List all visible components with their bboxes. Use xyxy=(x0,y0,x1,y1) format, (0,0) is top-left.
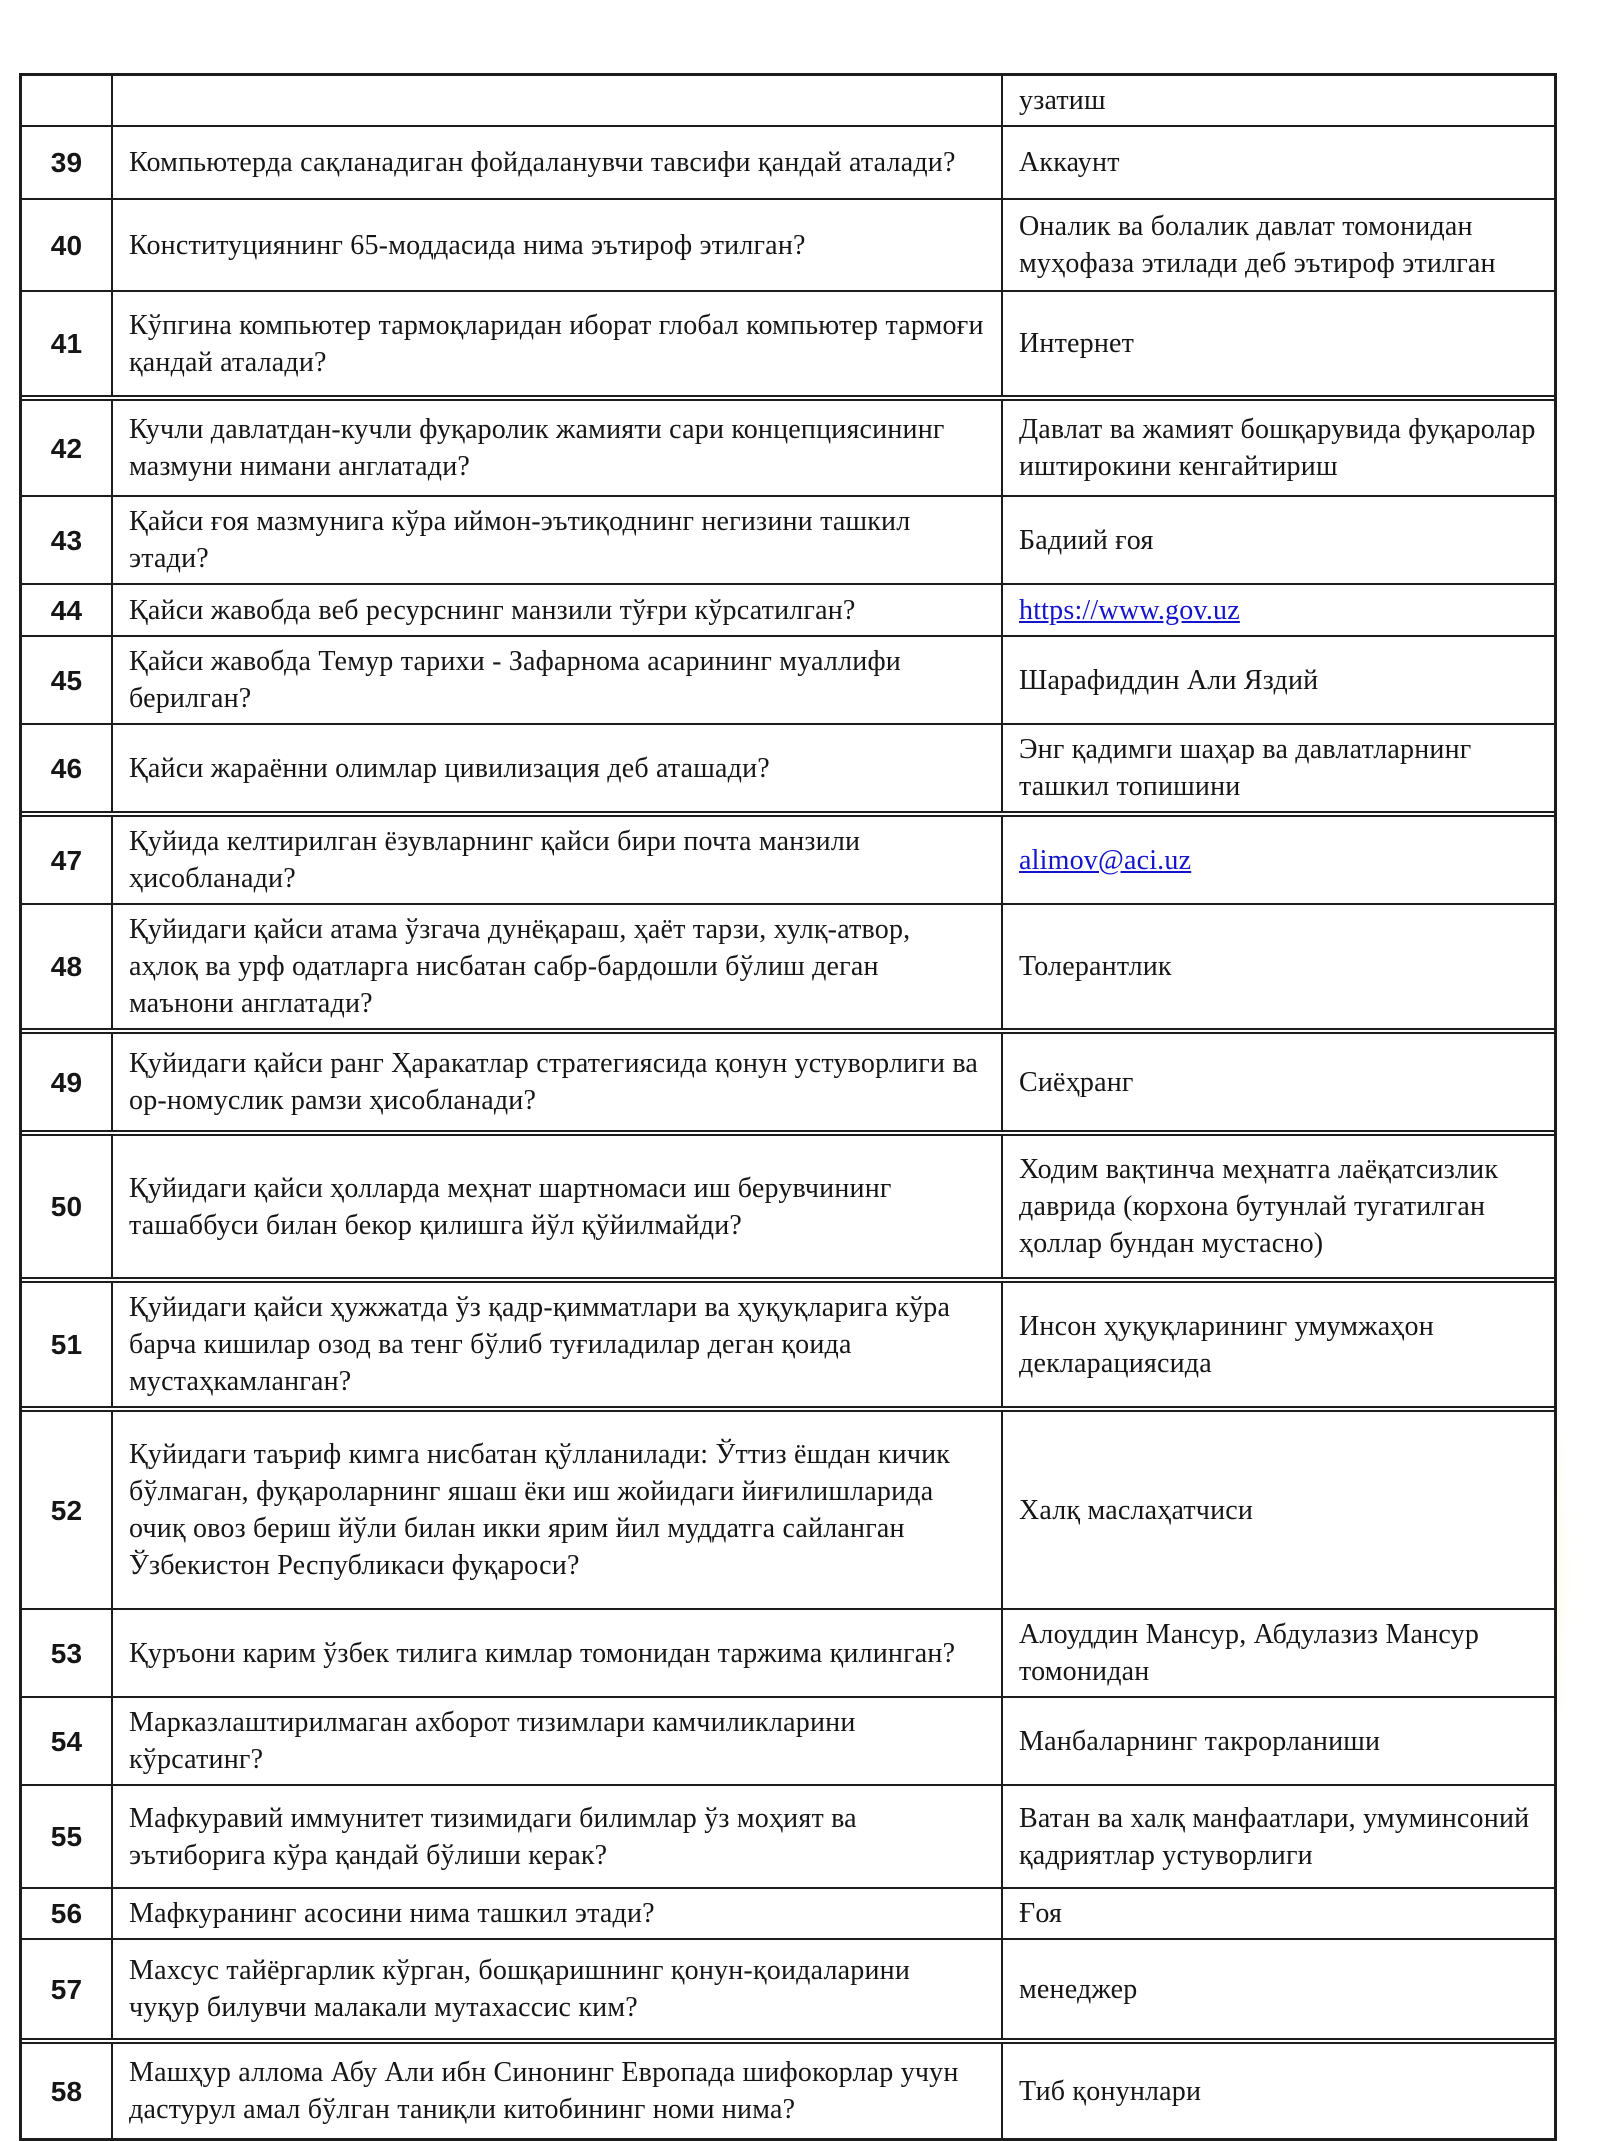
table-row xyxy=(22,1938,1554,2038)
answer-cell: Давлат ва жамият бошқарувида фуқаролар иштирокини кенгайтириш xyxy=(1001,401,1554,495)
table-row xyxy=(22,1887,1554,1938)
question-number: 57 xyxy=(50,1973,83,2005)
answer-cell: Толерантлик xyxy=(1001,905,1554,1028)
question-number: 42 xyxy=(50,432,83,464)
table-row xyxy=(22,583,1554,635)
answer-cell: Ғоя xyxy=(1001,1889,1554,1938)
question-cell: Қайси жараённи олимлар цивилизация деб аташади? xyxy=(111,725,1001,811)
table-row xyxy=(22,1028,1554,1130)
question-number: 53 xyxy=(50,1637,83,1669)
question-number: 47 xyxy=(50,844,83,876)
table-row xyxy=(22,76,1554,125)
question-number: 54 xyxy=(50,1725,83,1757)
question-number: 44 xyxy=(50,594,83,626)
question-cell: Қайси ғоя мазмунига кўра иймон-эътиқоднинг негизини ташкил этади? xyxy=(111,497,1001,583)
question-cell: Қайси жавобда Темур тарихи - Зафарнома асарининг муаллифи берилган? xyxy=(111,637,1001,723)
question-cell xyxy=(111,76,1001,125)
question-cell: Компьютерда сақланадиган фойдаланувчи тавсифи қандай аталади? xyxy=(111,127,1001,198)
answer-cell: Халқ маслаҳатчиси xyxy=(1001,1412,1554,1608)
table-row xyxy=(22,290,1554,395)
table-row xyxy=(22,635,1554,723)
question-cell: Мафкуранинг асосини нима ташкил этади? xyxy=(111,1889,1001,1938)
answer-cell: Энг қадимги шаҳар ва давлатларнинг ташкил топишини xyxy=(1001,725,1554,811)
question-cell: Қуръони карим ўзбек тилига кимлар томонидан таржима қилинган? xyxy=(111,1610,1001,1696)
question-cell: Қуйидаги қайси ранг Ҳаракатлар стратегиясида қонун устуворлиги ва ор-номуслик рамзи ҳисобланади? xyxy=(111,1034,1001,1130)
answer-link[interactable]: alimov@aci.uz xyxy=(1019,844,1192,876)
question-number: 46 xyxy=(50,752,83,784)
question-number: 43 xyxy=(50,524,83,556)
question-number: 49 xyxy=(50,1066,83,1098)
question-number: 50 xyxy=(50,1191,83,1222)
question-cell: Қуйида келтирилган ёзувларнинг қайси бири почта манзили ҳисобланади? xyxy=(111,817,1001,903)
question-cell: Марказлаштирилмаган ахборот тизимлари камчиликларини кўрсатинг? xyxy=(111,1698,1001,1784)
question-cell: Қуйидаги қайси ҳужжатда ўз қадр-қимматлари ва ҳуқуқларига кўра барча кишилар озод ва тенг бўлиб туғиладилар деган қоида мустаҳкамланган? xyxy=(111,1283,1001,1406)
answer-cell: Тиб қонунлари xyxy=(1001,2044,1554,2138)
answer-link[interactable]: https://www.gov.uz xyxy=(1019,594,1240,626)
table-row xyxy=(22,1696,1554,1784)
question-number: 48 xyxy=(50,951,83,982)
table-row xyxy=(22,395,1554,495)
question-cell: Кўпгина компьютер тармоқларидан иборат глобал компьютер тармоғи қандай аталади? xyxy=(111,292,1001,395)
table-row xyxy=(22,1277,1554,1406)
answer-cell xyxy=(1001,585,1554,635)
table-row xyxy=(22,1406,1554,1608)
table-row xyxy=(22,1784,1554,1887)
answer-cell: менеджер xyxy=(1001,1940,1554,2038)
question-cell: Кучли давлатдан-кучли фуқаролик жамияти сари концепциясининг мазмуни нимани англатади? xyxy=(111,401,1001,495)
answer-cell: Шарафиддин Али Яздий xyxy=(1001,637,1554,723)
table-row xyxy=(22,125,1554,198)
answer-cell: Интернет xyxy=(1001,292,1554,395)
answer-cell: Ходим вақтинча меҳнатга лаёқатсизлик даврида (корхона бутунлай тугатилган ҳоллар бундан мустасно) xyxy=(1001,1136,1554,1277)
question-number: 58 xyxy=(50,2075,83,2107)
question-number xyxy=(22,76,111,125)
answer-cell: Сиёҳранг xyxy=(1001,1034,1554,1130)
answer-cell: Бадиий ғоя xyxy=(1001,497,1554,583)
question-answer-table xyxy=(19,73,1557,2141)
question-number: 55 xyxy=(50,1821,83,1852)
answer-cell: Манбаларнинг такрорланиши xyxy=(1001,1698,1554,1784)
answer-cell: Алоуддин Мансур, Абдулазиз Мансур томонидан xyxy=(1001,1610,1554,1696)
answer-cell: узатиш xyxy=(1001,76,1554,125)
table-row xyxy=(22,2038,1554,2138)
question-cell: Қайси жавобда веб ресурснинг манзили тўғри кўрсатилган? xyxy=(111,585,1001,635)
answer-cell: Ватан ва халқ манфаатлари, умуминсоний қадриятлар устуворлиги xyxy=(1001,1786,1554,1887)
question-number: 56 xyxy=(50,1898,83,1929)
question-cell: Машҳур аллома Абу Али ибн Синонинг Европада шифокорлар учун дастурул амал бўлган таниқли китобининг номи нима? xyxy=(111,2044,1001,2138)
question-cell: Қуйидаги қайси ҳолларда меҳнат шартномаси иш берувчининг ташаббуси билан бекор қилишга йўл қўйилмайди? xyxy=(111,1136,1001,1277)
question-cell: Мафкуравий иммунитет тизимидаги билимлар ўз моҳият ва эътиборига кўра қандай бўлиши керак? xyxy=(111,1786,1001,1887)
question-cell: Қуйидаги қайси атама ўзгача дунёқараш, ҳаёт тарзи, хулқ-атвор, аҳлоқ ва урф одатларга нисбатан сабр-бардошли бўлиш деган маънони англатади? xyxy=(111,905,1001,1028)
question-number: 52 xyxy=(50,1494,83,1526)
table-row xyxy=(22,495,1554,583)
question-number: 51 xyxy=(50,1329,83,1360)
table-row xyxy=(22,723,1554,811)
table-row xyxy=(22,1130,1554,1277)
question-number: 39 xyxy=(50,147,83,178)
table-row xyxy=(22,811,1554,903)
question-number: 40 xyxy=(50,229,83,261)
question-cell: Махсус тайёргарлик кўрган, бошқаришнинг қонун-қоидаларини чуқур билувчи малакали мутахассис ким? xyxy=(111,1940,1001,2038)
table-row xyxy=(22,198,1554,290)
answer-cell: Оналик ва болалик давлат томонидан муҳофаза этилади деб эътироф этилган xyxy=(1001,200,1554,290)
table-row xyxy=(22,1608,1554,1696)
question-number: 41 xyxy=(50,328,83,359)
question-cell: Қуйидаги таъриф кимга нисбатан қўлланилади: Ўттиз ёшдан кичик бўлмаган, фуқароларнинг яшаш ёки иш жойидаги йиғилишларида очиқ овоз бериш йўли билан икки ярим йил муддатга сайланган Ўзбекистон Республикаси фуқароси? xyxy=(111,1412,1001,1608)
answer-cell: Аккаунт xyxy=(1001,127,1554,198)
answer-cell xyxy=(1001,817,1554,903)
answer-cell: Инсон ҳуқуқларининг умумжаҳон декларациясида xyxy=(1001,1283,1554,1406)
question-number: 45 xyxy=(50,664,83,696)
question-cell: Конституциянинг 65-моддасида нима эътироф этилган? xyxy=(111,200,1001,290)
table-row xyxy=(22,903,1554,1028)
